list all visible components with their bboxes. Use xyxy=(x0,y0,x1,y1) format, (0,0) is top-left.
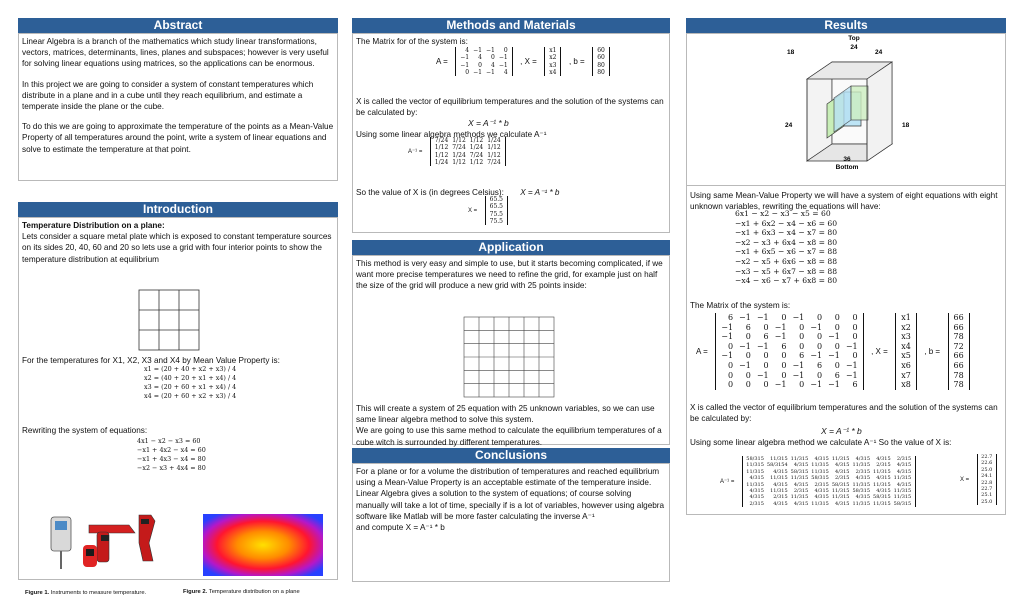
matrix-cell: 0 xyxy=(745,370,751,380)
matrix-cell: 0 xyxy=(503,47,508,54)
matrix-cell: 0 xyxy=(834,313,840,322)
matrix-cell: −1 xyxy=(774,332,787,342)
matrix-cell: 66 xyxy=(953,313,964,322)
matrix-cell: −1 xyxy=(721,322,734,332)
matrix-cell: −1 xyxy=(460,61,470,69)
matrix-cell: 0 xyxy=(727,380,734,390)
matrix-cell: 2/315 xyxy=(896,456,912,462)
intro-subtitle: Temperature Distribution on a plane: xyxy=(22,221,165,230)
matrix-cell: 7/24 xyxy=(469,151,484,159)
matrix-cell: 4/315 xyxy=(793,500,809,507)
matrix-cell: 6 xyxy=(799,351,805,361)
matrix-cell: 72 xyxy=(953,341,964,351)
methods-p3: Using some linear algebra methods we calculate A⁻¹ xyxy=(356,130,547,139)
matrix-cell: 1/12 xyxy=(452,137,466,144)
matrix-cell: 4/315 xyxy=(896,481,912,488)
matrix-cell: 4/315 xyxy=(814,494,829,501)
matrix-cell: x2 xyxy=(901,322,911,332)
matrix-cell: 4/315 xyxy=(835,468,850,475)
matrix-cell: 11/315 xyxy=(790,456,809,462)
matrix-cell: 11/315 xyxy=(790,475,809,482)
matrix-cell: x3 xyxy=(549,61,557,69)
intro-p3: Rewriting the system of equations: xyxy=(22,426,148,435)
matrix-cell: 22.7 xyxy=(981,454,993,460)
matrix-cell: 11/315 xyxy=(811,462,829,469)
matrix-cell: 22.6 xyxy=(981,460,993,467)
results-vector-x-values xyxy=(977,454,997,505)
matrix-cell: 11/315 xyxy=(811,500,829,507)
matrix-cell: 0 xyxy=(816,332,823,342)
sys-eq-1: 4x1 − x2 − x3 = 60 xyxy=(137,437,201,445)
matrix-cell: 58/315 xyxy=(811,475,829,482)
matrix-cell: −1 xyxy=(473,47,482,54)
matrix-cell: 66 xyxy=(953,322,964,332)
matrix-cell: 11/315 xyxy=(770,475,788,482)
matrix-cell: 0 xyxy=(816,313,823,322)
plate-grid-diagram xyxy=(109,280,229,360)
conclusions-p1: For a plane or for a volume the distribution of temperatures and reached equilibrium using a Mean-Value Property is an acceptable estimate of the temperature inside. xyxy=(356,467,660,488)
matrix-cell: 11/315 xyxy=(770,488,788,495)
matrix-cell: x6 xyxy=(901,360,911,370)
introduction-title: Introduction xyxy=(18,202,338,217)
matrix-cell: 11/315 xyxy=(831,456,850,462)
matrix-cell: 1/24 xyxy=(469,144,484,152)
matrix-cell: 75.5 xyxy=(489,210,503,218)
abstract-p2: In this project we are going to consider a system of constant temperatures which distribute in a plane and in a cube until they reach equilibrium, and estimate a temperate inside the plane or the cube. xyxy=(22,79,314,112)
matrix-cell: 11/315 xyxy=(831,494,850,501)
results-title: Results xyxy=(686,18,1006,33)
matrix-cell: 65.5 xyxy=(489,203,503,211)
matrix-cell: 4/315 xyxy=(896,468,912,475)
conclusions-p2a: Linear Algebra gives a solution to the system of equations; of course solving manually will take a lot of time, specially if is a lot of variables, however using algebra software like Matlab will be more faster calculating the inverse A⁻¹ xyxy=(356,489,665,521)
matrix-cell: 0 xyxy=(799,332,805,342)
matrix-cell: −1 xyxy=(756,313,769,322)
matrix-cell: x1 xyxy=(549,47,557,54)
matrix-cell: x3 xyxy=(901,332,911,342)
matrix-cell: −1 xyxy=(721,351,734,361)
methods-title: Methods and Materials xyxy=(352,18,670,33)
matrix-cell: 11/315 xyxy=(893,475,912,482)
matrix-cell: 0 xyxy=(781,360,787,370)
matrix-cell: −1 xyxy=(845,360,858,370)
cube-left-side-value: 24 xyxy=(785,122,793,129)
matrix-cell: 0 xyxy=(727,360,734,370)
matrix-cell: 4/315 xyxy=(835,500,850,507)
matrix-cell: −1 xyxy=(739,313,751,322)
matrix-cell: −1 xyxy=(460,54,470,62)
vector-x-values xyxy=(485,196,508,225)
matrix-cell: 4 xyxy=(503,68,508,76)
matrix-cell: −1 xyxy=(828,380,840,390)
matrix-cell: 25.1 xyxy=(981,492,993,499)
results-eq-3: −x1 + 6x3 − x4 − x7 = 80 xyxy=(735,228,838,238)
matrix-cell: 4/315 xyxy=(855,475,871,482)
matrix-cell: 11/315 xyxy=(811,468,829,475)
matrix-cell: −1 xyxy=(828,351,840,361)
matrix-cell: 2/315 xyxy=(773,494,788,501)
matrix-cell: −1 xyxy=(810,351,823,361)
results-matrix-a xyxy=(715,313,863,390)
cube-diagram xyxy=(772,34,922,169)
matrix-cell: 58/315 xyxy=(831,481,850,488)
matrix-cell: 1/12 xyxy=(452,158,466,166)
mv-eq-1: x1 = (20 + 40 + x2 + x3) / 4 xyxy=(144,365,237,373)
matrix-cell: 0 xyxy=(727,341,734,351)
cube-left-top-value: 18 xyxy=(787,49,795,56)
matrix-cell: 22.7 xyxy=(981,486,993,493)
conclusions-title: Conclusions xyxy=(352,448,670,463)
vector-x xyxy=(544,47,561,76)
matrix-cell: 24.1 xyxy=(981,473,993,480)
intro-p2: For the temperatures for X1, X2, X3 and X4 by Mean Value Property is: xyxy=(22,356,280,365)
matrix-cell: −1 xyxy=(485,47,495,54)
matrix-cell: −1 xyxy=(774,322,787,332)
matrix-cell: 2/315 xyxy=(876,462,891,469)
matrix-cell: 2/315 xyxy=(835,475,850,482)
matrix-cell: x2 xyxy=(549,54,557,62)
results-eq-8: −x4 − x6 − x7 + 6x8 = 80 xyxy=(735,276,838,286)
sys-eq-3: −x1 + 4x3 − x4 = 80 xyxy=(137,455,206,463)
cube-top-label: Top xyxy=(848,35,860,42)
matrix-cell: 1/12 xyxy=(434,151,449,159)
results-p4: Using some linear algebra method we calculate A⁻¹ So the value of X is: xyxy=(690,438,952,447)
mv-eq-4: x4 = (20 + 60 + x2 + x3) / 4 xyxy=(144,392,237,400)
matrix-cell: 11/315 xyxy=(852,500,871,507)
matrix-cell: 4 xyxy=(465,47,470,54)
matrix-cell: 2/315 xyxy=(793,488,809,495)
matrix-cell: 11/315 xyxy=(746,462,764,469)
matrix-cell: 0 xyxy=(745,332,751,342)
matrix-cell: 4/315 xyxy=(876,475,891,482)
results-ainv-row: A⁻¹ = 58/315 11/315 11/315 4/315 11/315 4/315 4/315 2/315 11/315 58/3154 4/315 11/315 4/315 11/315 2/315 4/315 11/315 4/315 58/315 11/315 4/315 2/315 11/315 4/315 4/315 11/315 11/315 58/315 2/315 4/315 4/315 11/315 11/315 4/315 4/315 2/315 58/315 11/315 11/315 4/315 4/315 11/315 2/315 4/315 11/315 58/315 4/315 11/315 4/315 2/315 11/315 4/315 11/315 4/315 58/315 11/315 2/315 4/315 4/315 11/315 4/315 11/315 11/315 58/315 xyxy=(717,456,916,507)
matrix-cell: 22.8 xyxy=(981,479,993,486)
matrix-cell: x7 xyxy=(901,370,911,380)
conclusions-p2b: and compute X = A⁻¹ * b xyxy=(356,523,445,533)
matrix-cell: 58/315 xyxy=(790,468,809,475)
matrix-cell: 7/24 xyxy=(434,137,449,144)
matrix-cell: 0 xyxy=(781,351,787,361)
cube-top-value: 24 xyxy=(850,44,858,51)
matrix-cell: 25.0 xyxy=(981,466,993,473)
matrix-cell: 4/315 xyxy=(793,462,809,469)
matrix-cell: −1 xyxy=(756,341,769,351)
matrix-cell: 78 xyxy=(953,370,964,380)
cube-right-top-value: 24 xyxy=(875,49,883,56)
matrix-cell: −1 xyxy=(774,380,787,390)
matrix-cell: −1 xyxy=(810,380,823,390)
matrix-cell: 11/315 xyxy=(873,500,891,507)
results-matrix-row: A = 6 −1 −1 0 −1 0 0 0 −1 6 0 −1 0 −1 0 0 −1 0 6 −1 0 0 −1 0 0 −1 −1 6 0 0 0 −1 −1 0 0 0 6 −1 −1 0 0 −1 0 0 −1 6 0 −1 0 0 −1 0 −1 0 6 −1 0 0 0 −1 0 −1 −1 6 , X = x1 x2 x3 x4 x5 x6 x7 x8 , b = 66 66 78 72 66 66 78 78 xyxy=(693,313,970,390)
matrix-cell: −1 xyxy=(792,360,805,370)
matrix-cell: 11/315 xyxy=(852,481,871,488)
matrix-cell: 0 xyxy=(852,332,858,342)
matrix-cell: 4/315 xyxy=(773,468,788,475)
results-eq-1: 6x1 − x2 − x3 − x5 = 60 xyxy=(735,209,831,218)
matrix-cell: 11/315 xyxy=(790,494,809,501)
application-title: Application xyxy=(352,240,670,255)
results-eq-7: −x3 − x5 + 6x7 − x8 = 88 xyxy=(735,266,838,276)
matrix-cell: 0 xyxy=(799,380,805,390)
results-section xyxy=(686,18,1006,515)
matrix-cell: 11/315 xyxy=(893,488,912,495)
matrix-cell: 1/24 xyxy=(452,151,466,159)
matrix-cell: 2/315 xyxy=(749,500,764,507)
matrix-a xyxy=(455,47,512,76)
matrix-cell: 0 xyxy=(745,380,751,390)
matrix-cell: 58/315 xyxy=(893,500,912,507)
application-p3: We are going to use this same method to calculate the equilibrium temperatures of a cube witch is surrounded by different temperatures. xyxy=(356,426,662,447)
results-x-values: X = 22.7 22.6 25.0 24.1 22.8 22.7 25.1 25.0 xyxy=(957,454,997,505)
matrix-cell: 0 xyxy=(491,54,495,62)
matrix-cell: 6 xyxy=(852,380,858,390)
matrix-cell: 0 xyxy=(763,360,769,370)
matrix-cell: −1 xyxy=(473,68,482,76)
methods-p1: The Matrix for of the system is: xyxy=(356,37,468,46)
matrix-cell: x8 xyxy=(901,380,911,390)
matrix-cell: 0 xyxy=(465,68,470,76)
methods-ainv-row: A⁻¹ = 7/24 1/12 1/12 1/24 1/12 7/24 1/24 1/12 1/12 1/24 7/24 1/12 1/24 1/12 1/12 7/24 xyxy=(405,137,506,166)
matrix-cell: 4/315 xyxy=(793,481,809,488)
thermometer-instruments-figure xyxy=(29,505,159,575)
matrix-cell: 4/315 xyxy=(773,481,788,488)
matrix-cell: 1/12 xyxy=(487,151,501,159)
matrix-cell: 4/315 xyxy=(855,456,871,462)
matrix-cell: −1 xyxy=(739,341,751,351)
matrix-cell: 1/12 xyxy=(487,144,501,152)
methods-eq2: X = A⁻¹ * b xyxy=(520,188,560,197)
matrix-cell: 0 xyxy=(478,61,482,69)
matrix-cell: 6 xyxy=(763,332,769,342)
matrix-cell: 7/24 xyxy=(452,144,466,152)
matrix-cell: 0 xyxy=(852,322,858,332)
methods-eq1: X = A⁻¹ * b xyxy=(468,118,509,128)
matrix-cell: 6 xyxy=(816,360,823,370)
matrix-cell: 80 xyxy=(597,61,605,69)
application-p2: This will create a system of 25 equation with 25 unknown variables, so we can use same linear algebra method to solve this system. xyxy=(356,404,655,425)
matrix-cell: 6 xyxy=(727,313,734,322)
matrix-cell: 4/315 xyxy=(749,488,764,495)
matrix-cell: 1/24 xyxy=(434,158,449,166)
matrix-cell: −1 xyxy=(498,54,508,62)
matrix-cell: 4/315 xyxy=(773,500,788,507)
matrix-cell: 0 xyxy=(781,370,787,380)
matrix-cell: 4/315 xyxy=(876,456,891,462)
results-p3: X is called the vector of equilibrium temperatures and the solution of the systems can be calculated by: xyxy=(690,403,998,424)
matrix-cell: 75.5 xyxy=(489,217,503,225)
matrix-cell: −1 xyxy=(485,68,495,76)
matrix-cell: 11/315 xyxy=(746,468,764,475)
matrix-cell: 0 xyxy=(745,351,751,361)
results-p2: The Matrix of the system is: xyxy=(690,301,791,310)
matrix-cell: 6 xyxy=(745,322,751,332)
matrix-cell: 2/315 xyxy=(855,468,871,475)
methods-x-values: X = 65.5 65.5 75.5 75.5 xyxy=(465,196,508,225)
methods-p4: So the value of X is (in degrees Celsius): xyxy=(356,188,504,197)
mv-eq-3: x3 = (20 + 60 + x1 + x4) / 4 xyxy=(144,383,237,391)
matrix-cell: 78 xyxy=(953,380,964,390)
matrix-cell: 4 xyxy=(491,61,495,69)
matrix-cell: 0 xyxy=(852,351,858,361)
matrix-cell: −1 xyxy=(498,61,508,69)
matrix-cell: 0 xyxy=(799,341,805,351)
matrix-cell: 0 xyxy=(763,322,769,332)
results-vector-b xyxy=(948,313,970,390)
matrix-cell: x4 xyxy=(901,341,911,351)
matrix-cell: 11/315 xyxy=(852,462,871,469)
matrix-cell: −1 xyxy=(845,341,858,351)
introduction-section xyxy=(18,202,338,596)
matrix-cell: 0 xyxy=(816,341,823,351)
conclusions-section xyxy=(352,448,670,582)
matrix-cell: 11/315 xyxy=(831,488,850,495)
results-eq-4: −x2 − x3 + 6x4 − x8 = 80 xyxy=(735,237,838,247)
matrix-cell: 60 xyxy=(597,54,605,62)
matrix-cell: 4/315 xyxy=(896,462,912,469)
matrix-cell: 0 xyxy=(727,370,734,380)
matrix-cell: 0 xyxy=(852,313,858,322)
matrix-cell: x1 xyxy=(901,313,911,322)
results-eq1: X = A⁻¹ * b xyxy=(821,426,862,436)
matrix-cell: −1 xyxy=(828,332,840,342)
matrix-cell: 1/12 xyxy=(469,137,484,144)
matrix-cell: 65.5 xyxy=(489,196,503,203)
matrix-cell: 2/315 xyxy=(814,481,829,488)
matrix-cell: −1 xyxy=(721,332,734,342)
matrix-cell: −1 xyxy=(792,313,805,322)
matrix-cell: 0 xyxy=(816,370,823,380)
matrix-cell: 4/315 xyxy=(855,494,871,501)
matrix-cell: 4/315 xyxy=(876,488,891,495)
methods-p2: X is called the vector of equilibrium temperatures and the solution of the systems can be calculated by: xyxy=(356,97,664,118)
sys-eq-4: −x2 − x3 + 4x4 = 80 xyxy=(137,464,206,472)
matrix-cell: 66 xyxy=(953,360,964,370)
application-section xyxy=(352,240,670,445)
matrix-cell: 58/3154 xyxy=(766,462,788,469)
matrix-cell: 0 xyxy=(763,351,769,361)
results-eq-6: −x2 − x5 + 6x6 − x8 = 88 xyxy=(735,256,838,266)
matrix-cell: 0 xyxy=(834,360,840,370)
matrix-cell: 11/315 xyxy=(770,456,788,462)
figure-2-caption: Figure 2. Temperature distribution on a plane xyxy=(183,589,300,595)
matrix-cell: 0 xyxy=(799,322,805,332)
temperature-heatmap-figure xyxy=(203,514,323,576)
matrix-cell: 4/315 xyxy=(749,475,764,482)
intro-p1: Lets consider a square metal plate which is exposed to constant temperature sources on its sides 20, 40, 60 and 20 so lets use a grid with four interior points to show the temperature distribution at equilibrium xyxy=(22,232,332,264)
cube-bottom-label: Bottom xyxy=(835,164,859,169)
abstract-title: Abstract xyxy=(18,18,338,33)
abstract-p1: Linear Algebra is a branch of the mathematics which study linear transformations, vectors, matrices, determinants, lines, planes and subspaces; however is very useful for solving linear equations using matrices, so the applications can be enormous. xyxy=(22,37,329,69)
refined-grid-diagram xyxy=(449,312,569,402)
results-eq-2: −x1 + 6x2 − x4 − x6 = 60 xyxy=(735,218,838,228)
matrix-cell: −1 xyxy=(756,370,769,380)
matrix-cell: 58/315 xyxy=(873,494,891,501)
results-vector-x xyxy=(895,313,917,390)
matrix-cell: 4/315 xyxy=(814,488,829,495)
matrix-cell: 1/12 xyxy=(434,144,449,152)
matrix-cell: 11/315 xyxy=(746,481,764,488)
vector-b xyxy=(592,47,610,76)
matrix-cell: 0 xyxy=(763,380,769,390)
matrix-cell: 66 xyxy=(953,351,964,361)
matrix-cell: 0 xyxy=(834,341,840,351)
matrix-cell: 78 xyxy=(953,332,964,342)
results-eq-5: −x1 + 6x5 − x6 − x7 = 88 xyxy=(735,247,838,257)
matrix-cell: 25.0 xyxy=(981,498,993,505)
methods-matrix-row: A = 4 −1 −1 0 −1 4 0 −1 −1 0 4 −1 0 −1 −1 4 , X = x1 x2 x3 x4 , b = 60 60 80 80 xyxy=(433,47,610,76)
matrix-cell: −1 xyxy=(739,360,751,370)
cube-right-side-value: 18 xyxy=(902,122,910,129)
matrix-cell: 58/315 xyxy=(746,456,764,462)
results-matrix-a-inverse xyxy=(742,456,916,507)
matrix-cell: 60 xyxy=(597,47,605,54)
matrix-cell: x5 xyxy=(901,351,911,361)
matrix-cell: 0 xyxy=(781,313,787,322)
matrix-cell: 7/24 xyxy=(487,158,501,166)
matrix-cell: 11/315 xyxy=(873,468,891,475)
matrix-cell: 80 xyxy=(597,68,605,76)
matrix-cell: 0 xyxy=(834,322,840,332)
application-p1: This method is very easy and simple to use, but it starts becoming complicated, if we want more precise temperatures we need to refine the grid, for example just on half the size of the grid will produce a new grid with 25 points inside: xyxy=(356,259,663,291)
matrix-cell: 11/315 xyxy=(893,494,912,501)
matrix-cell: 11/315 xyxy=(873,481,891,488)
sys-eq-2: −x1 + 4x2 − x4 = 60 xyxy=(137,446,206,454)
matrix-cell: 4/315 xyxy=(814,456,829,462)
matrix-cell: 58/315 xyxy=(852,488,871,495)
matrix-cell: 1/12 xyxy=(469,158,484,166)
matrix-cell: 4/315 xyxy=(835,462,850,469)
matrix-cell: −1 xyxy=(845,370,858,380)
cube-bottom-value: 36 xyxy=(843,156,851,163)
abstract-p3: To do this we are going to approximate the temperature of the points as a Mean-Value Property of all temperatures around the point, write a system of linear equations and solve to estimate the temperature at that point. xyxy=(22,122,334,154)
matrix-cell: −1 xyxy=(810,322,823,332)
matrix-cell: 6 xyxy=(781,341,787,351)
mv-eq-2: x2 = (40 + 20 + x1 + x4) / 4 xyxy=(144,374,237,382)
matrix-cell: −1 xyxy=(792,370,805,380)
matrix-cell: 4 xyxy=(478,54,482,62)
matrix-cell: x4 xyxy=(549,68,557,76)
figure-1-caption: Figure 1. Instruments to measure temperature. xyxy=(25,590,147,596)
methods-section xyxy=(352,18,670,233)
results-p1: Using same Mean-Value Property we will have a system of eight equations with eight unknown variables, rewriting the equations will have: xyxy=(687,185,1005,214)
matrix-a-inverse xyxy=(430,137,506,166)
matrix-cell: 1/24 xyxy=(487,137,501,144)
matrix-cell: 4/315 xyxy=(749,494,764,501)
matrix-cell: 6 xyxy=(834,370,840,380)
abstract-section xyxy=(18,18,338,181)
